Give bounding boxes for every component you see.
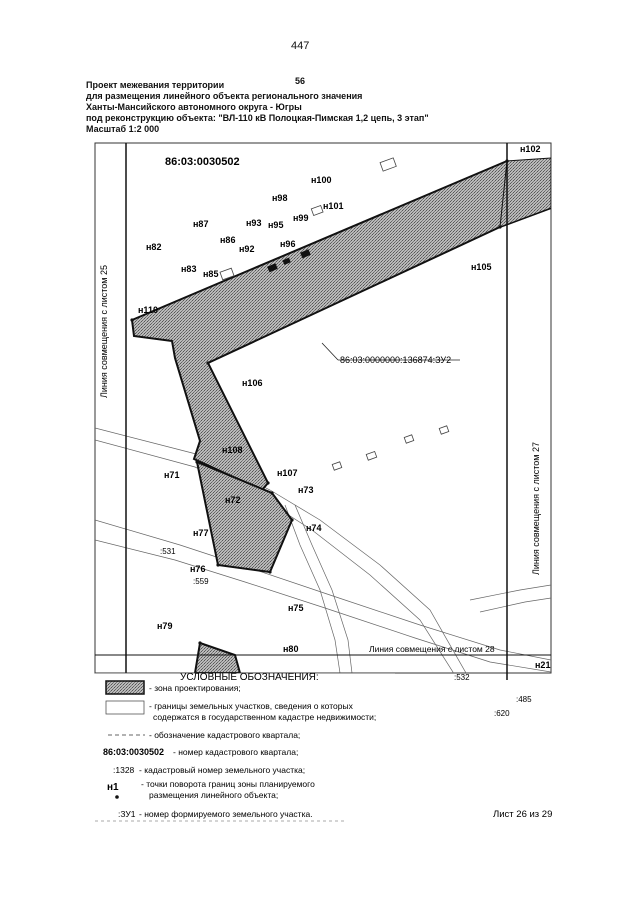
point-label: н92 [239, 244, 255, 254]
legend-parcel-code: :1328 [113, 765, 135, 775]
legend-boundary-swatch [106, 701, 144, 714]
point-label: н98 [272, 193, 288, 203]
legend-new-parcel-code: :ЗУ1 [118, 809, 136, 819]
point-label: н101 [323, 201, 344, 211]
legend-boundaries-text-2: содержатся в государственном кадастре недвижимости; [153, 712, 377, 722]
right-combination-label: Линия совмещения с листом 27 [531, 442, 541, 575]
quarter-label: 86:03:0030502 [165, 156, 240, 168]
legend-zone-swatch [106, 681, 144, 694]
point-label: н107 [277, 468, 298, 478]
point-label: н74 [306, 523, 322, 533]
sheet-number: 56 [295, 76, 306, 86]
point-label: н105 [471, 262, 492, 272]
parcel-number-559: :559 [193, 577, 209, 586]
parcel-number-620: :620 [494, 709, 510, 718]
point-label: н82 [146, 242, 162, 252]
point-label: н108 [222, 445, 243, 455]
legend-parcel-text: - кадастровый номер земельного участка; [139, 765, 306, 775]
point-label: н87 [193, 219, 209, 229]
point-label: н21 [535, 660, 551, 670]
point-label: н80 [283, 644, 299, 654]
parcel-leader [322, 343, 338, 360]
point-label: н79 [157, 621, 173, 631]
legend-boundaries-text-1: - границы земельных участков, сведения о которых [149, 701, 353, 711]
point-label: н110 [138, 305, 158, 315]
point-label: н96 [280, 239, 296, 249]
point-label: н102 [520, 144, 541, 154]
legend-quarter-line-text: - обозначение кадастрового квартала; [149, 730, 301, 740]
point-label: н73 [298, 485, 314, 495]
point-label: н72 [225, 495, 241, 505]
parcel-label: 86:03:0000000:136874:ЗУ2 [340, 355, 452, 365]
sheet-info: Лист 26 из 29 [493, 809, 553, 820]
point-label: н85 [203, 269, 219, 279]
point-label: н75 [288, 603, 304, 613]
left-combination-label-1: Линия совмещения с листом 25 [99, 265, 109, 398]
legend-point-code: н1 [107, 782, 119, 793]
header-scale: Масштаб 1:2 000 [86, 124, 160, 134]
header-line-4: под реконструкцию объекта: "ВЛ-110 кВ Полоцкая-Пимская 1,2 цепь, 3 этап" [86, 113, 429, 123]
design-zone-polygon-bottom [195, 643, 240, 673]
page-number: 447 [291, 40, 310, 52]
legend-point-marker [115, 795, 119, 799]
point-label: н83 [181, 264, 197, 274]
legend-new-parcel-text: - номер формируемого земельного участка. [139, 809, 313, 819]
point-label: н93 [246, 218, 262, 228]
point-label: н100 [311, 175, 332, 185]
legend-quarter-text: - номер кадастрового квартала; [173, 747, 299, 757]
legend-title: УСЛОВНЫЕ ОБОЗНАЧЕНИЯ: [180, 672, 319, 683]
point-label: н86 [220, 235, 236, 245]
header-line-2: для размещения линейного объекта регионального значения [86, 91, 363, 101]
point-label: н76 [190, 564, 206, 574]
point-label: н99 [293, 213, 309, 223]
header-line-3: Ханты-Мансийского автономного округа - Югры [86, 102, 302, 112]
point-label: н106 [242, 378, 263, 388]
parcel-number-485: :485 [516, 695, 532, 704]
header-line-1: Проект межевания территории [86, 80, 225, 90]
legend-zone-text: - зона проектирования; [149, 683, 241, 693]
point-label: н95 [268, 220, 284, 230]
parcel-number-531: :531 [160, 547, 176, 556]
point-label: н71 [164, 470, 180, 480]
legend-points-text-1: - точки поворота границ зоны планируемого [141, 779, 315, 789]
legend-quarter-code: 86:03:0030502 [103, 747, 165, 757]
parcel-number-532: :532 [454, 673, 470, 682]
bottom-combination-label: Линия совмещения с листом 28 [369, 644, 495, 654]
point-label: н77 [193, 528, 209, 538]
legend-points-text-2: размещения линейного объекта; [149, 790, 279, 800]
